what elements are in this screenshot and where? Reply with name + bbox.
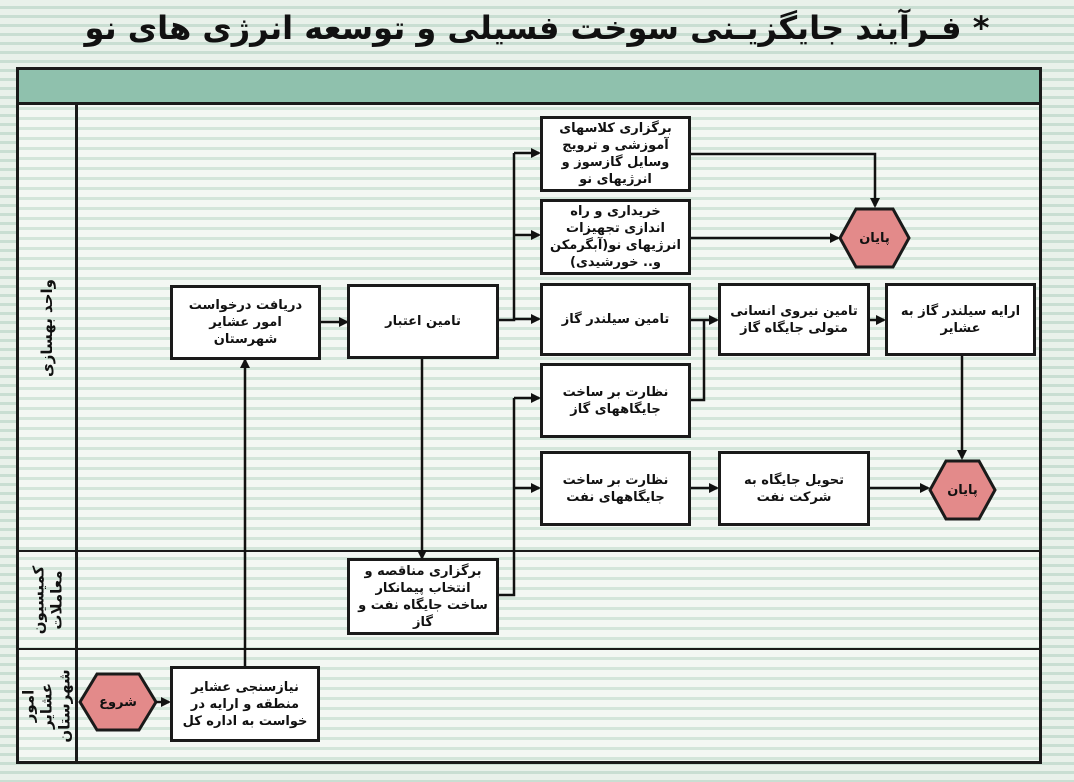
start-terminal: شروع <box>99 694 137 710</box>
page-title: * فـرآیند جایگزیـنی سوخت فسیلی و توسعه انرژی های نو <box>84 9 990 47</box>
lane-housing-label: واحد بهسازی <box>38 278 57 377</box>
node-purchase-equipment: خریداری و راه اندازی تجهیزات انرژیهای نو(آبگرمکن و.. خورشیدی) <box>540 199 691 275</box>
node-training-classes: برگزاری کلاسهای آموزشی و ترویج وسایل گازسوز و انرژیهای نو <box>540 116 691 192</box>
node-provide-cylinder: ارایه سیلندر گاز به عشایر <box>885 283 1036 356</box>
branch-tender <box>499 398 514 595</box>
node-oil-stations: نظارت بر ساخت جایگاههای نفت <box>540 451 691 526</box>
end-terminal-bottom: پایان <box>947 482 978 498</box>
node-gas-cylinder: تامین سیلندر گاز <box>540 283 691 356</box>
branch-funding <box>499 153 514 320</box>
lane-tribes-label: امور عشایر شهرستان <box>20 669 75 743</box>
node-staffing: تامین نیروی انسانی متولی جایگاه گاز <box>718 283 870 356</box>
node-receive-request: دریافت درخواست امور عشایر شهرستان <box>170 285 321 360</box>
node-needs-assessment: نیازسنجی عشایر منطقه و ارایه در خواست به اداره کل <box>170 666 320 742</box>
arrow-classes-end <box>691 154 875 206</box>
end-terminal-top: پایان <box>859 230 890 246</box>
node-gas-stations: نظارت بر ساخت جایگاههای گاز <box>540 363 691 438</box>
node-tender: برگزاری مناقصه و انتخاب پیمانکار ساخت جایگاه نفت و گاز <box>347 558 499 635</box>
node-deliver-station: تحویل جایگاه به شرکت نفت <box>718 451 870 526</box>
lane-commission-label: کمیسیون معاملات <box>29 565 65 635</box>
node-funding: تامین اعتبار <box>347 284 499 359</box>
join-gas-stations <box>691 320 704 400</box>
